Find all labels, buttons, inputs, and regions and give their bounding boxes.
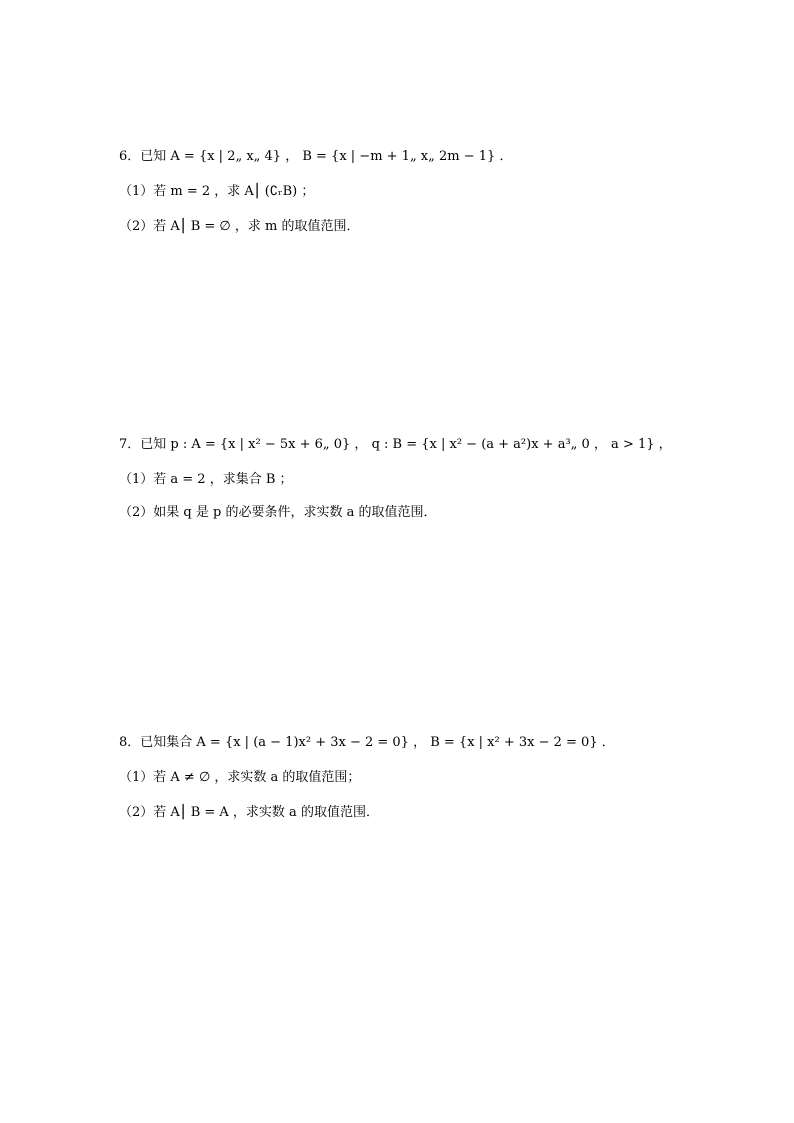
problem-7 [119,436,719,522]
problem-part-2: （2）若 A⎮ B = ∅ ，求 m 的取值范围． [119,219,360,234]
problem-8 [119,734,719,822]
problem-stem: 7．已知 p : A = {x | x² − 5x + 6„ 0} ， q : B = {x | x² − (a + a²)x + a³„ 0 ， a > 1} ， [119,437,672,452]
problem-part-1: （1）若 A ≠ ∅ ，求实数 a 的取值范围； [119,770,361,785]
problem-stem: 6．已知 A = {x | 2„ x„ 4} ， B = {x | −m + 1„ x„ 2m − 1} ． [119,149,513,164]
problem-6 [119,148,719,236]
problem-part-2: （2）如果 q 是 p 的必要条件，求实数 a 的取值范围． [119,505,437,520]
problem-part-1: （1）若 a = 2 ，求集合 B ； [119,472,293,487]
problem-stem: 8．已知集合 A = {x | (a − 1)x² + 3x − 2 = 0} ， B = {x | x² + 3x − 2 = 0} ． [119,735,615,750]
problem-part-1: （1）若 m = 2 ，求 A⎮ (∁ᵣB) ； [119,184,315,199]
problem-part-2: （2）若 A⎮ B = A ，求实数 a 的取值范围． [119,805,379,820]
